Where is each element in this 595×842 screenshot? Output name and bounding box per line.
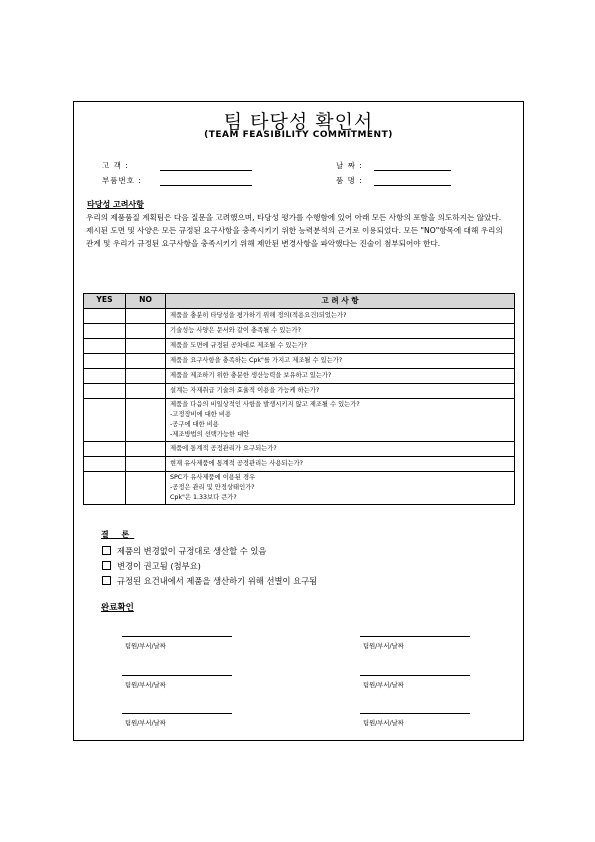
considerations-table bbox=[83, 293, 515, 505]
signature-line[interactable] bbox=[360, 704, 470, 714]
no-cell[interactable] bbox=[126, 309, 166, 324]
table-row bbox=[84, 309, 515, 324]
yes-cell[interactable] bbox=[84, 399, 126, 442]
yes-cell[interactable] bbox=[84, 339, 126, 354]
table-row bbox=[84, 472, 515, 505]
table-row bbox=[84, 324, 515, 339]
checkbox[interactable] bbox=[102, 561, 111, 570]
yes-cell[interactable] bbox=[84, 354, 126, 369]
yes-cell[interactable] bbox=[84, 384, 126, 399]
signature-block bbox=[360, 704, 470, 727]
table-cell-text: 제품을 도면에 규정된 공차대로 제조될 수 있는가? bbox=[166, 339, 515, 354]
table-cell-text: 제품을 제조하기 위한 충분한 생산능력을 보유하고 있는가? bbox=[166, 369, 515, 384]
no-cell[interactable] bbox=[126, 472, 166, 505]
date-line bbox=[374, 170, 451, 171]
document-frame bbox=[73, 101, 524, 741]
signature-line[interactable] bbox=[122, 704, 232, 714]
table-cell-text: 현재 유사제품에 통계적 공정관리는 사용되는가? bbox=[166, 457, 515, 472]
signature-caption: 팀원/부서/날짜 bbox=[363, 682, 404, 689]
signature-line[interactable] bbox=[122, 627, 232, 637]
conclusion-option[interactable] bbox=[102, 560, 201, 572]
table-row bbox=[84, 384, 515, 399]
no-cell[interactable] bbox=[126, 324, 166, 339]
table-cell-text: 설계는 자재취급 기술의 효율적 이용을 가능케 하는가? bbox=[166, 384, 515, 399]
signature-caption: 팀원/부서/날짜 bbox=[125, 720, 166, 727]
table-row bbox=[84, 399, 515, 442]
signature-caption: 팀원/부서/날짜 bbox=[125, 643, 166, 650]
signature-caption: 팀원/부서/날짜 bbox=[363, 643, 404, 650]
page-subtitle: (TEAM FEASIBILITY COMMITMENT) bbox=[204, 130, 393, 140]
no-cell[interactable] bbox=[126, 399, 166, 442]
part-name-line bbox=[374, 185, 451, 186]
signature-block bbox=[122, 704, 232, 727]
conclusion-option-label: 변경이 권고됨 (첨부요) bbox=[117, 561, 201, 571]
considerations-text: 우리의 제품품질 계획팀은 다음 질문을 고려했으며, 타당성 평가를 수행함에 있어 아래 모든 사항의 포함을 의도하지는 않았다. 제시된 도면 및 사양은 모든 규정된 요구사항을 충족시키기 위한 능력분석의 근거로 이용되었다. 모든 "NO"항목에 대해 우리의 관계 및 우리가 규정된 요구사항을 충족시키기 위해 제안된 변경사항을 파악했다는 진술이 첨부되어야 한다. bbox=[86, 213, 503, 248]
checkbox[interactable] bbox=[102, 546, 111, 555]
conclusion-option-label: 제품의 변경없이 규정대로 생산할 수 있음 bbox=[117, 546, 267, 556]
date-label: 날 짜 : bbox=[336, 161, 363, 170]
customer-label: 고 객 : bbox=[102, 161, 129, 170]
no-cell[interactable] bbox=[126, 369, 166, 384]
completion-title: 완료확인 bbox=[101, 603, 134, 613]
no-header: NO bbox=[126, 294, 166, 309]
considerations-header: 고 려 사 항 bbox=[166, 294, 515, 309]
table-row bbox=[84, 457, 515, 472]
signature-caption: 팀원/부서/날짜 bbox=[363, 720, 404, 727]
part-number-line bbox=[160, 185, 252, 186]
signature-block bbox=[360, 666, 470, 689]
signature-block bbox=[360, 627, 470, 650]
page-title: 팀 타당성 확인서 bbox=[223, 111, 374, 133]
no-cell[interactable] bbox=[126, 457, 166, 472]
signature-line[interactable] bbox=[360, 627, 470, 637]
table-row bbox=[84, 354, 515, 369]
customer-field bbox=[102, 160, 152, 171]
signature-line[interactable] bbox=[122, 666, 232, 676]
conclusion-option[interactable] bbox=[102, 545, 266, 557]
table-cell-text: 제품에 통계적 공정관리가 요구되는가? bbox=[166, 442, 515, 457]
table-cell-text: 제품을 다음의 비일상적인 사항을 발생시키지 않고 제조될 수 있는가? -고정장비에 대한 비용 -공구에 대한 비용 -제조방법의 선택가능한 대안 bbox=[166, 399, 515, 442]
no-cell[interactable] bbox=[126, 384, 166, 399]
no-cell[interactable] bbox=[126, 442, 166, 457]
signature-line[interactable] bbox=[360, 666, 470, 676]
table-row bbox=[84, 442, 515, 457]
yes-header: YES bbox=[84, 294, 126, 309]
table-cell-text: 기술성능 사양은 문서와 같이 충족될 수 있는가? bbox=[166, 324, 515, 339]
part-number-field bbox=[102, 175, 152, 186]
date-field bbox=[336, 160, 386, 171]
signature-caption: 팀원/부서/날짜 bbox=[125, 682, 166, 689]
table-row bbox=[84, 369, 515, 384]
conclusion-option-label: 규정된 요건내에서 제품을 생산하기 위해 선별이 요구됨 bbox=[117, 576, 318, 586]
no-cell[interactable] bbox=[126, 339, 166, 354]
yes-cell[interactable] bbox=[84, 472, 126, 505]
checkbox[interactable] bbox=[102, 576, 111, 585]
conclusion-option[interactable] bbox=[102, 575, 317, 587]
considerations-title: 타당성 고려사항 bbox=[87, 200, 144, 209]
yes-cell[interactable] bbox=[84, 369, 126, 384]
no-cell[interactable] bbox=[126, 354, 166, 369]
customer-line bbox=[160, 170, 252, 171]
yes-cell[interactable] bbox=[84, 324, 126, 339]
part-number-label: 부품번호 : bbox=[102, 176, 142, 185]
part-name-label: 품 명 : bbox=[336, 176, 363, 185]
yes-cell[interactable] bbox=[84, 309, 126, 324]
signature-block bbox=[122, 627, 232, 650]
part-name-field bbox=[336, 175, 386, 186]
table-cell-text: 제품을 요구사항을 충족하는 Cpk"를 가지고 제조될 수 있는가? bbox=[166, 354, 515, 369]
table-cell-text: SPC가 유사제품에 이용된 경우 -공정은 관리 및 안정상태인가? Cpk"은 1.33보다 큰가? bbox=[166, 472, 515, 505]
table-cell-text: 제품을 충분히 타당성을 평가하기 위해 정의(적용요건)되었는가? bbox=[166, 309, 515, 324]
table-row bbox=[84, 339, 515, 354]
yes-cell[interactable] bbox=[84, 442, 126, 457]
signature-block bbox=[122, 666, 232, 689]
conclusion-title: 결 론 bbox=[101, 530, 135, 539]
yes-cell[interactable] bbox=[84, 457, 126, 472]
